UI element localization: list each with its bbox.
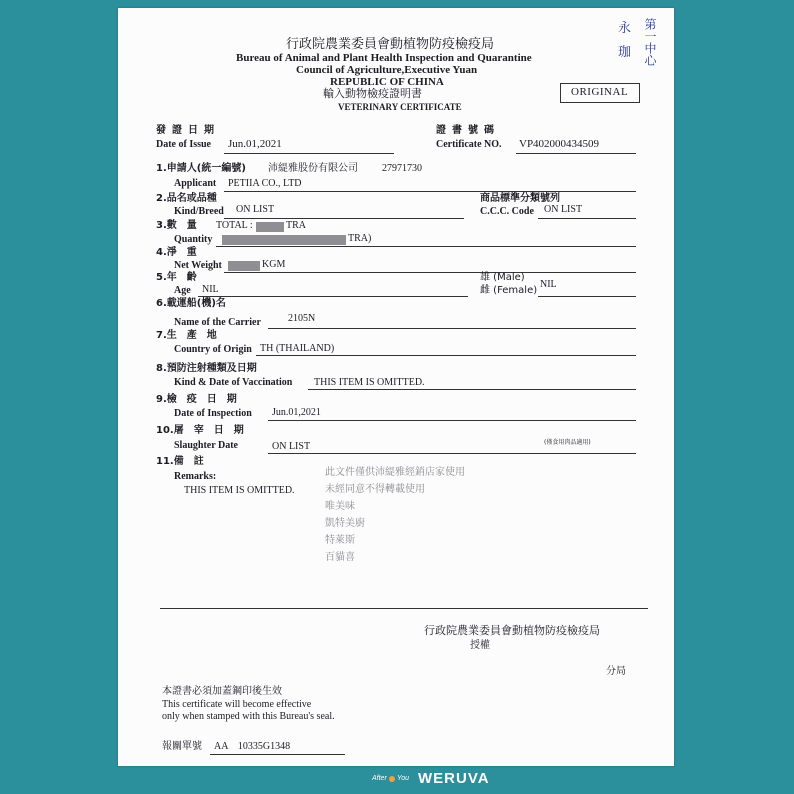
carrier-label-en: Name of the Carrier (174, 317, 261, 328)
underline (268, 420, 636, 421)
signature-authorized: 授權 (470, 640, 490, 651)
notice-en-2: only when stamped with this Bureau's seal. (162, 711, 335, 722)
vaccination-value: THIS ITEM IS OMITTED. (314, 377, 425, 388)
underline (224, 191, 636, 192)
brand-weruva: WERUVA (418, 770, 490, 787)
kind-label-zh: 2.品名或品種 (156, 193, 217, 204)
slaughter-label-en: Slaughter Date (174, 440, 238, 451)
net-weight-label-en: Net Weight (174, 260, 222, 271)
quantity-label-zh: 3.數 量 (156, 220, 197, 231)
redacted-quantity (256, 222, 284, 232)
agency-title-en-1: Bureau of Animal and Plant Health Inspection and Quarantine (236, 52, 532, 64)
certificate-no-label-zh: 證書號碼 (436, 125, 500, 136)
vaccination-label-en: Kind & Date of Vaccination (174, 377, 293, 388)
inspection-value: Jun.01,2021 (272, 407, 321, 418)
net-weight-label-zh: 4.淨 重 (156, 247, 197, 258)
watermark-line: 百貓喜 (325, 552, 355, 563)
ccc-value: ON LIST (544, 204, 583, 215)
underline (224, 153, 394, 154)
date-of-issue-label-zh: 發證日期 (156, 125, 220, 136)
watermark-line: 此文件僅供沛緹雅經銷店家使用 (325, 467, 465, 478)
applicant-label-zh: 1.申請人(統一編號) (156, 163, 246, 174)
underline (268, 328, 636, 329)
signature-branch: 分局 (606, 666, 626, 677)
kind-label-en: Kind/Breed (174, 206, 224, 217)
watermark-line: 凱特美廚 (325, 518, 365, 529)
remarks-value: THIS ITEM IS OMITTED. (184, 485, 295, 496)
remarks-label-en: Remarks: (174, 471, 217, 482)
bottom-separator (160, 608, 648, 609)
origin-label-en: Country of Origin (174, 344, 252, 355)
brand-after: After (372, 775, 387, 782)
agency-title-zh: 行政院農業委員會動植物防疫檢疫局 (286, 37, 495, 52)
brand-dot-icon (389, 776, 395, 782)
handwritten-note-1: 永 (618, 21, 632, 36)
slaughter-value: ON LIST (272, 441, 311, 452)
applicant-label-en: Applicant (174, 178, 217, 189)
brand-footer (0, 766, 794, 794)
ccc-label-zh: 商品標準分類號列 (480, 193, 560, 204)
underline (256, 355, 636, 356)
date-of-issue-value: Jun.01,2021 (228, 138, 282, 150)
ccc-label-en: C.C.C. Code (480, 206, 534, 217)
watermark-line: 唯美味 (325, 501, 355, 512)
doc-title-en: VETERINARY CERTIFICATE (338, 102, 462, 112)
quantity-label-en: Quantity (174, 234, 213, 245)
handwritten-note-3: 第一中心 (643, 18, 657, 66)
origin-label-zh: 7.生 產 地 (156, 330, 217, 341)
remarks-label-zh: 11.備 註 (156, 456, 204, 467)
redacted-quantity-detail (222, 235, 346, 245)
applicant-name-zh: 沛緹雅股份有限公司 (268, 163, 358, 174)
underline (198, 296, 468, 297)
agency-title-en-2: Council of Agriculture,Executive Yuan (296, 64, 478, 76)
underline (516, 153, 636, 154)
age-label-zh: 5.年 齡 (156, 272, 197, 283)
underline (224, 218, 464, 219)
quantity-total-prefix: TOTAL : (216, 220, 253, 231)
sex-value: NIL (540, 279, 557, 290)
date-of-issue-label-en: Date of Issue (156, 139, 211, 150)
certificate-paper (118, 8, 674, 766)
inspection-label-zh: 9.檢 疫 日 期 (156, 394, 237, 405)
watermark-line: 特萊斯 (325, 535, 355, 546)
slaughter-label-zh: 10.屠 宰 日 期 (156, 425, 244, 436)
underline (268, 453, 636, 454)
brand-you: You (397, 775, 410, 782)
redacted-net-weight (228, 261, 260, 271)
carrier-label-zh: 6.載運船(機)名 (156, 298, 226, 309)
original-label: ORIGINAL (571, 86, 629, 98)
carrier-value: 2105N (288, 313, 316, 324)
sex-female-label: 雌 (Female) (480, 285, 538, 296)
net-weight-unit: KGM (262, 259, 286, 270)
kind-value: ON LIST (236, 204, 275, 215)
certificate-no-value: VP402000434509 (519, 138, 600, 150)
age-value: NIL (202, 284, 219, 295)
certificate-no-label-en: Certificate NO. (436, 139, 502, 150)
applicant-name-en: PETIIA CO., LTD (228, 178, 302, 189)
country-name: REPUBLIC OF CHINA (330, 76, 444, 88)
sex-male-label: 雄 (Male) (480, 272, 525, 283)
handwritten-note-2: 珈 (618, 45, 632, 60)
notice-en-1: This certificate will become effective (162, 699, 312, 710)
underline (210, 754, 345, 755)
underline (538, 296, 636, 297)
notice-zh: 本證書必須加蓋鋼印後生效 (162, 686, 282, 697)
declaration-value: AA 10335G1348 (214, 741, 291, 752)
doc-title-zh: 輸入動物檢疫證明書 (323, 87, 422, 100)
underline (308, 389, 636, 390)
signature-agency: 行政院農業委員會動植物防疫檢疫局 (424, 624, 600, 637)
vaccination-label-zh: 8.預防注射種類及日期 (156, 363, 257, 374)
inspection-label-en: Date of Inspection (174, 408, 252, 419)
quantity-total-unit: TRA (286, 220, 306, 231)
applicant-tax-id: 27971730 (382, 163, 422, 174)
quantity-detail-suffix: TRA) (348, 233, 372, 244)
underline (216, 246, 636, 247)
age-label-en: Age (174, 285, 191, 296)
slaughter-note: (僅食用肉品適用) (544, 439, 591, 446)
underline (224, 272, 636, 273)
watermark-line: 未經同意不得轉載使用 (325, 484, 425, 495)
declaration-label: 報關單號 (162, 741, 202, 752)
underline (538, 218, 636, 219)
origin-value: TH (THAILAND) (260, 343, 335, 354)
